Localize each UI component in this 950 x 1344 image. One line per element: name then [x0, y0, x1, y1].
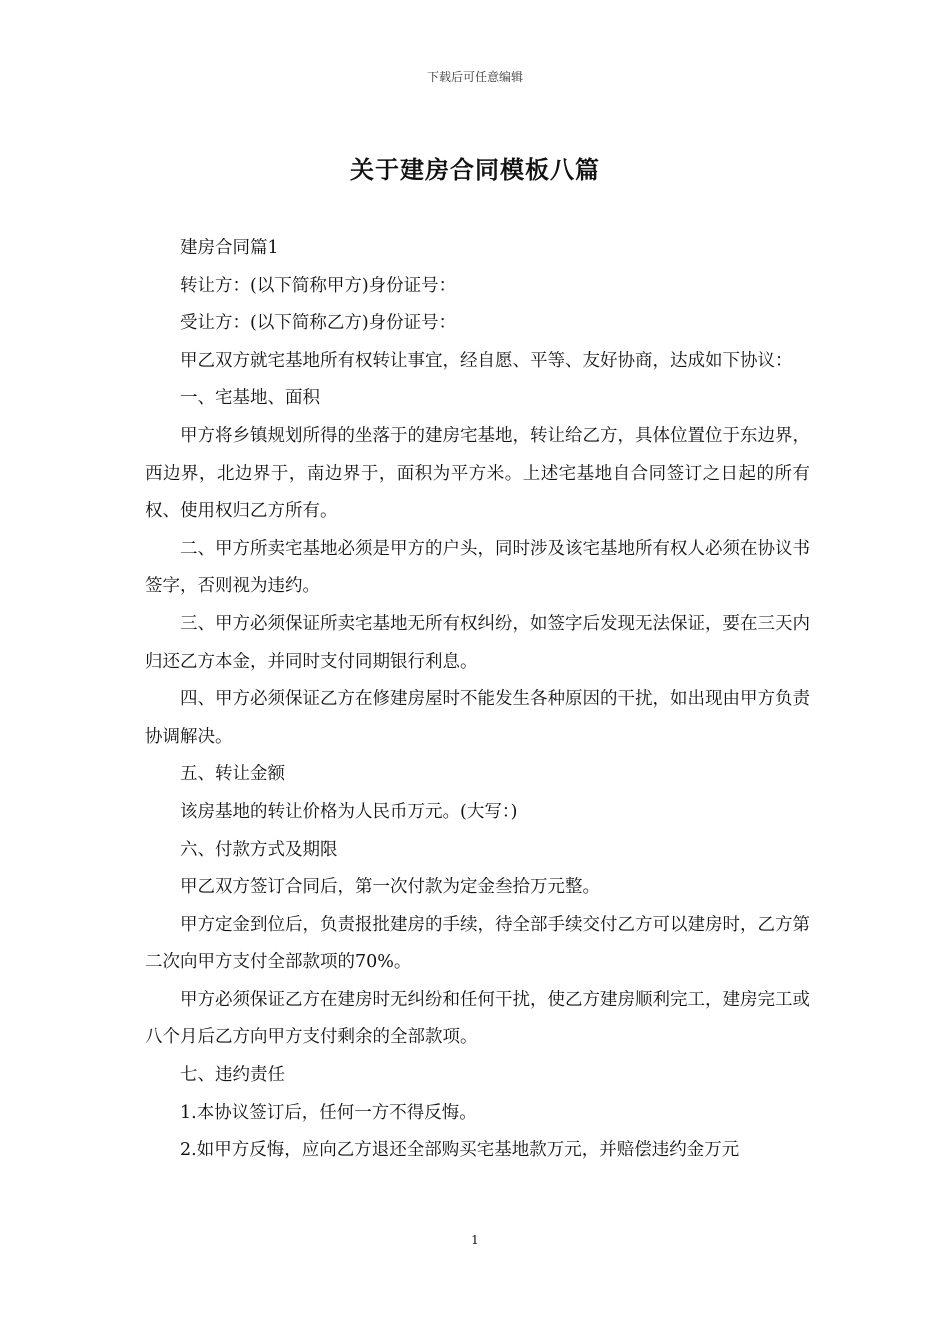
- paragraph: 建房合同篇1: [180, 238, 279, 258]
- paragraph: 甲方定金到位后，负责报批建房的手续，待全部手续交付乙方可以建房时，乙方第二次向甲方支付全部款项的70%。: [145, 914, 810, 973]
- paragraph: 2.如甲方反悔，应向乙方退还全部购买宅基地款万元，并赔偿违约金万元: [180, 1140, 740, 1161]
- page-number: 1: [471, 1233, 479, 1247]
- document-title: 关于建房合同模板八篇: [350, 155, 600, 184]
- paragraph: 甲方将乡镇规划所得的坐落于的建房宅基地，转让给乙方，具体位置位于东边界，西边界，北边界于，南边界于，面积为平方米。上述宅基地自合同签订之日起的所有权、使用权归乙方所有。: [145, 425, 810, 522]
- paragraph: 受让方：(以下简称乙方)身份证号：: [180, 313, 457, 334]
- paragraph: 四、甲方必须保证乙方在修建房屋时不能发生各种原因的干扰，如出现由甲方负责协调解决。: [145, 689, 810, 747]
- paragraph: 1.本协议签订后，任何一方不得反悔。: [180, 1102, 477, 1123]
- paragraph: 二、甲方所卖宅基地必须是甲方的户头，同时涉及该宅基地所有权人必须在协议书签字，否则视为违约。: [145, 538, 810, 597]
- paragraph: 转让方：(以下简称甲方)身份证号：: [180, 275, 457, 296]
- header-note: 下载后可任意编辑: [426, 70, 523, 84]
- document-body: [145, 230, 810, 1170]
- paragraph: 该房基地的转让价格为人民币万元。(大写：): [180, 801, 518, 822]
- paragraph: 六、付款方式及期限: [180, 839, 338, 860]
- paragraph: 三、甲方必须保证所卖宅基地无所有权纠纷，如签字后发现无法保证，要在三天内归还乙方本金，并同时支付同期银行利息。: [145, 613, 810, 672]
- paragraph: 七、违约责任: [180, 1065, 285, 1086]
- paragraph: 甲方必须保证乙方在建房时无纠纷和任何干扰，使乙方建房顺利完工，建房完工或八个月后乙方向甲方支付剩余的全部款项。: [145, 989, 810, 1048]
- paragraph: 甲乙双方签订合同后，第一次付款为定金叁拾万元整。: [180, 877, 600, 898]
- paragraph: 五、转让金额: [180, 764, 285, 785]
- paragraph: 一、宅基地、面积: [180, 388, 320, 409]
- paragraph: 甲乙双方就宅基地所有权转让事宜，经自愿、平等、友好协商，达成如下协议：: [180, 350, 793, 371]
